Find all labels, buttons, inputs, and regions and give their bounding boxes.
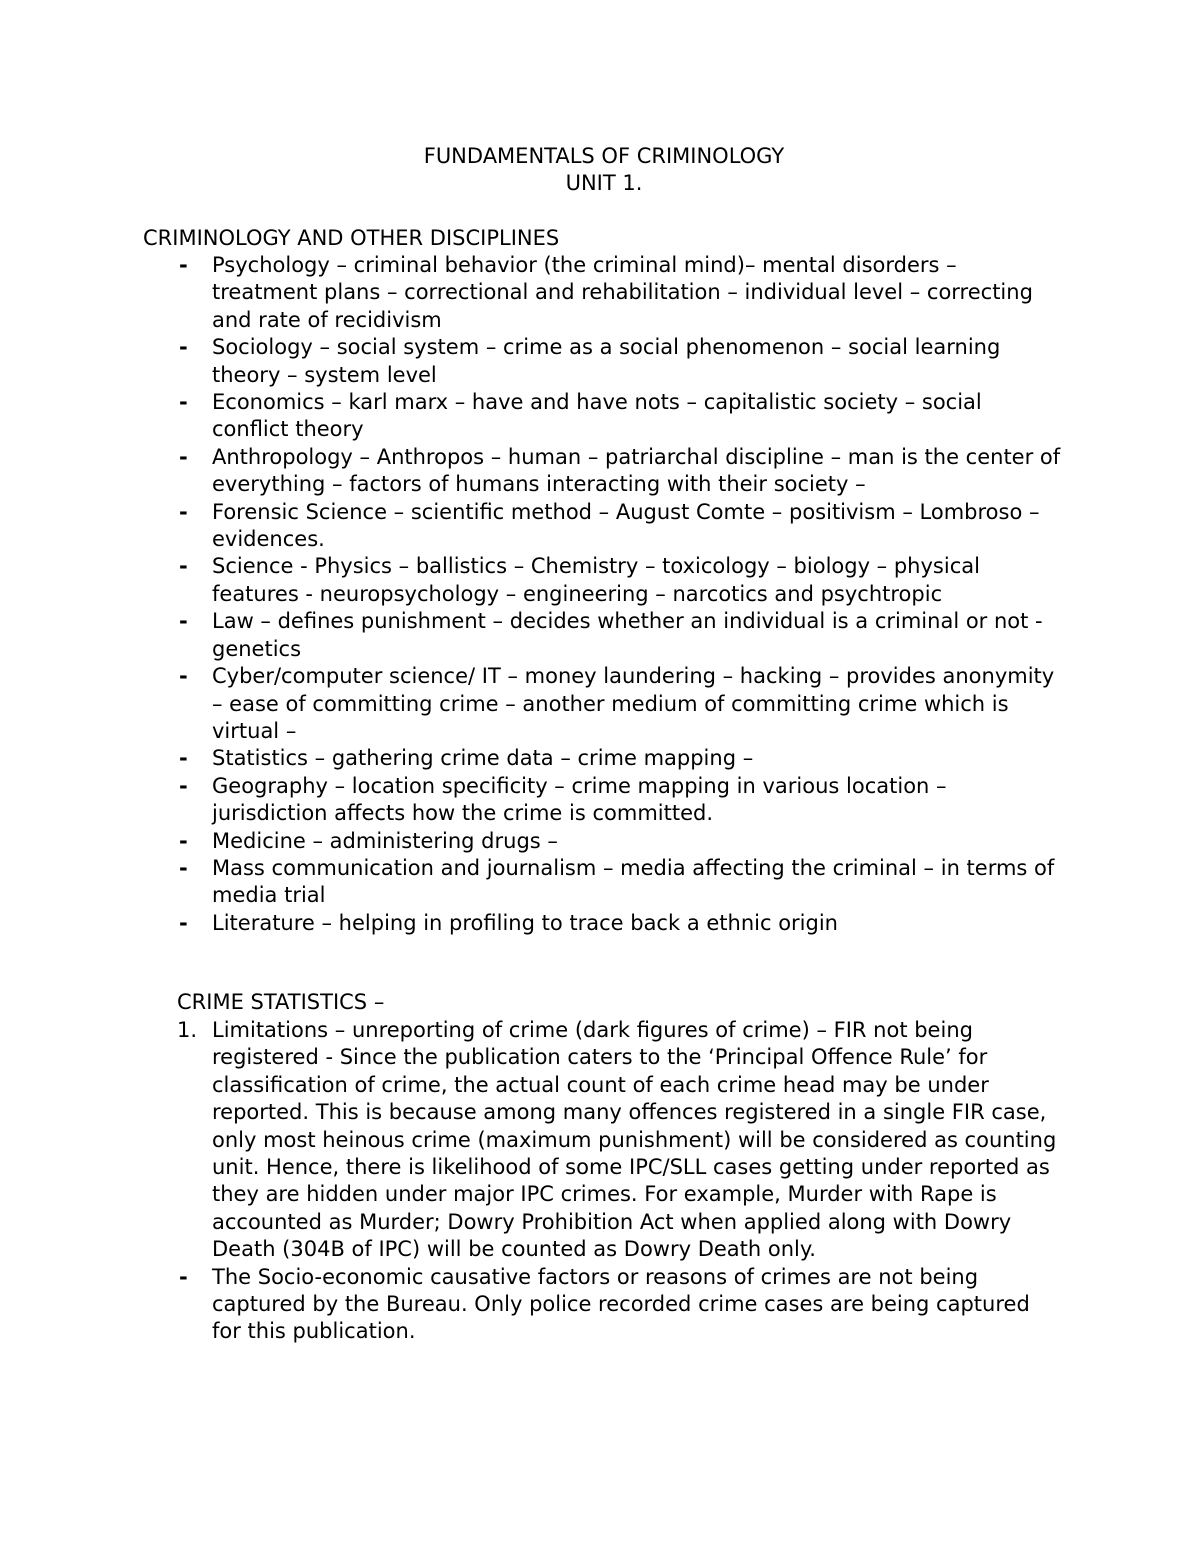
list-number: 1. <box>177 1018 198 1042</box>
list-item-text: Cyber/computer science/ IT – money laundering – hacking – provides anonymity – ease of committing crime – another medium of committing crime which is virtual – <box>212 664 1055 743</box>
list-item-text: Statistics – gathering crime data – crime mapping – <box>212 746 754 771</box>
list-bullet: - <box>179 828 188 853</box>
list-bullet: - <box>179 253 188 277</box>
list-bullet: - <box>179 554 188 579</box>
list-item <box>0 1017 1062 1264</box>
section-heading-crime-statistics: CRIME STATISTICS – <box>177 990 385 1014</box>
list-item-text: Psychology – criminal behavior (the criminal mind)– mental disorders – treatment plans – correctional and rehabilitation – individual level – correcting and rate of recidivism <box>212 253 1033 332</box>
list-item <box>0 773 1062 828</box>
list-item-text: Law – defines punishment – decides whether an individual is a criminal or not - genetics <box>212 609 1043 661</box>
list-bullet: - <box>179 910 188 935</box>
list-item-text: Science - Physics – ballistics – Chemistry – toxicology – biology – physical features - neuropsychology – engineering – narcotics and psychtropic <box>212 554 980 606</box>
list-item-text: The Socio-economic causative factors or reasons of crimes are not being captured by the Bureau. Only police recorded crime cases are being captured for this publication. <box>212 1264 1030 1344</box>
list-item-text: Sociology – social system – crime as a social phenomenon – social learning theory – system level <box>212 335 1001 387</box>
list-bullet: - <box>179 664 188 689</box>
list-item <box>0 910 1062 937</box>
list-item-text: Literature – helping in profiling to trace back a ethnic origin <box>212 910 838 935</box>
disciplines-list <box>0 252 1200 937</box>
list-item <box>0 444 1062 499</box>
list-item <box>0 334 1062 389</box>
list-bullet: - <box>179 390 188 415</box>
crime-statistics-list <box>0 1017 1200 1346</box>
list-item <box>0 855 1062 910</box>
list-item-text: Limitations – unreporting of crime (dark figures of crime) – FIR not being registered - Since the publication caters to the ‘Principal Offence Rule’ for classification of crime, the actual count of each crime head may be under reported. This is because among many offences registered in a single FIR case, only most heinous crime (maximum punishment) will be considered as counting unit. Hence, there is likelihood of some IPC/SLL cases getting under reported as they are hidden under major IPC crimes. For example, Murder with Rape is accounted as Murder; Dowry Prohibition Act when applied along with Dowry Death (304B of IPC) will be counted as Dowry Death only. <box>212 1018 1057 1262</box>
list-item <box>0 1264 1062 1346</box>
list-bullet: - <box>179 609 188 634</box>
document-subtitle: UNIT 1. <box>565 171 643 195</box>
list-item <box>0 553 1062 608</box>
list-item-text: Mass communication and journalism – media affecting the criminal – in terms of media trial <box>212 855 1055 908</box>
list-bullet: - <box>179 746 188 771</box>
list-item <box>0 745 1062 772</box>
list-bullet: - <box>179 855 188 880</box>
list-item-text: Anthropology – Anthropos – human – patriarchal discipline – man is the center of everything – factors of humans interacting with their society – <box>212 444 1061 497</box>
list-item <box>0 389 1062 444</box>
list-bullet: - <box>179 773 188 798</box>
list-item-text: Economics – karl marx – have and have nots – capitalistic society – social conflict theory <box>212 390 982 442</box>
section-heading-disciplines: CRIMINOLOGY AND OTHER DISCIPLINES <box>143 226 560 250</box>
list-bullet: - <box>179 444 188 469</box>
list-item <box>0 252 1062 334</box>
list-bullet: - <box>179 335 188 360</box>
list-item <box>0 608 1062 663</box>
list-item-text: Medicine – administering drugs – <box>212 828 558 853</box>
list-item-text: Forensic Science – scientific method – August Comte – positivism – Lombroso – evidences. <box>212 499 1040 552</box>
list-bullet: - <box>179 1264 188 1289</box>
list-item <box>0 499 1062 554</box>
list-item <box>0 663 1062 745</box>
list-item-text: Geography – location specificity – crime mapping in various location – jurisdiction affects how the crime is committed. <box>212 773 947 826</box>
document-title: FUNDAMENTALS OF CRIMINOLOGY <box>423 144 785 168</box>
list-item <box>0 828 1062 855</box>
list-bullet: - <box>179 499 188 524</box>
